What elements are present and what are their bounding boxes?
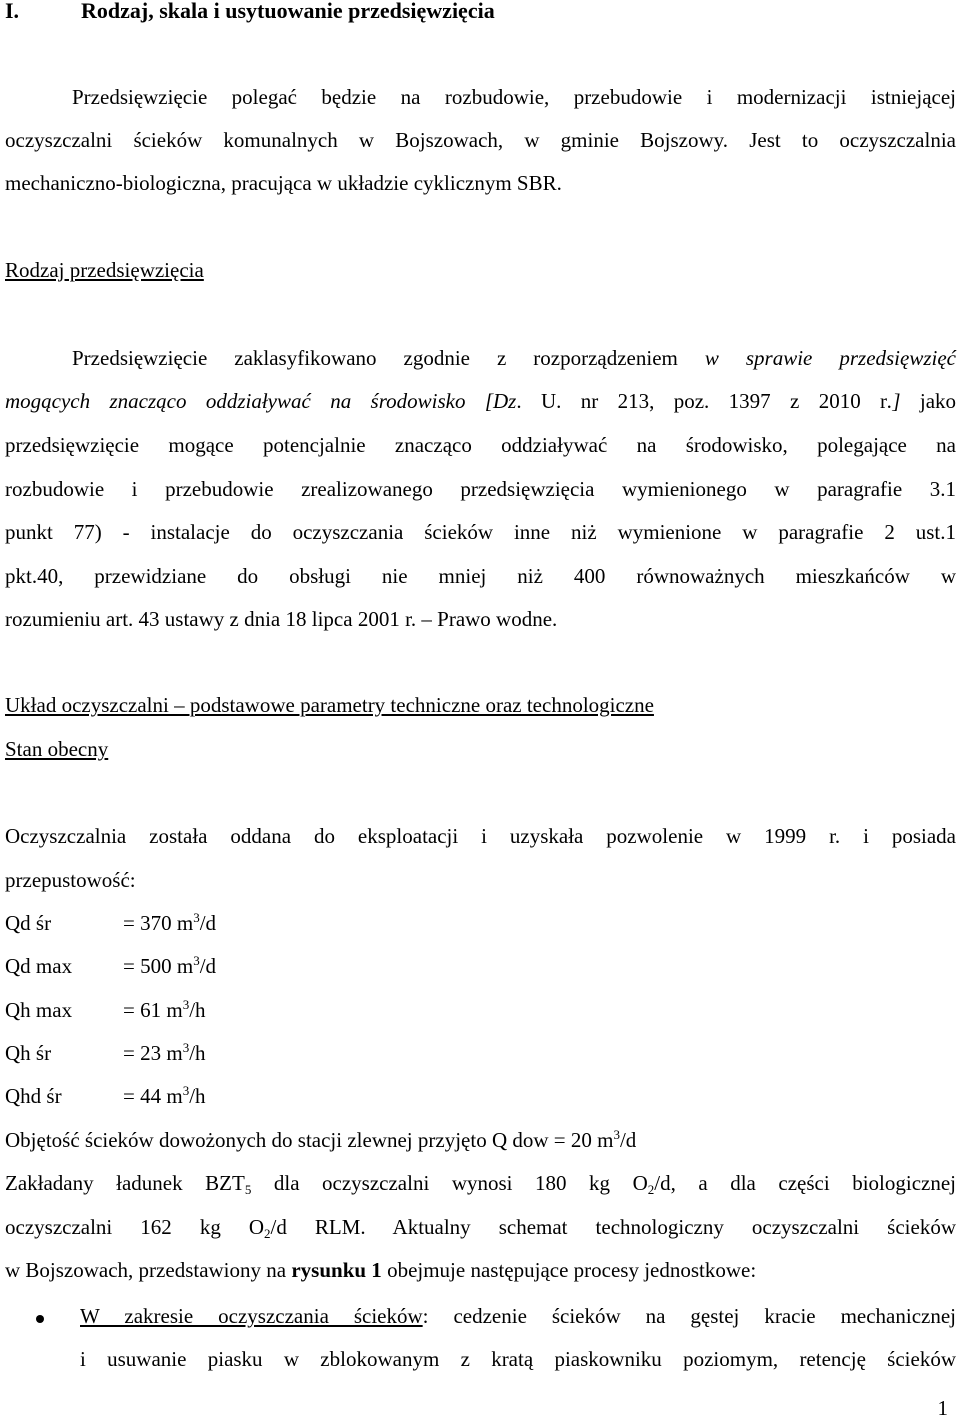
regulation-title-start: w sprawie przedsięwzięć bbox=[704, 346, 956, 370]
ladunek-text-7: obejmuje następujące procesy jednostkowe: bbox=[381, 1258, 757, 1282]
param-exponent: 3 bbox=[182, 1083, 190, 1098]
uklad-heading: Układ oczyszczalni – podstawowe parametry techniczne oraz technologiczne bbox=[5, 693, 654, 717]
intro-line-3: mechaniczno-biologiczna, pracująca w układzie cyklicznym SBR. bbox=[5, 171, 562, 195]
param-exponent: 3 bbox=[193, 953, 200, 968]
ladunek-text-1: Zakładany ładunek BZT bbox=[5, 1171, 245, 1195]
ladunek-text-5: /d RLM. Aktualny schemat technologiczny oczyszczalni ścieków bbox=[270, 1215, 956, 1239]
param-unit: /h bbox=[189, 998, 206, 1022]
ladunek-text-6: w Bojszowach, przedstawiony na bbox=[5, 1258, 292, 1282]
param-value: = 500 m bbox=[123, 954, 194, 978]
param-row bbox=[5, 1083, 206, 1109]
regulation-title-end: mogących znacząco oddziaływać na środowisko [Dz bbox=[5, 389, 517, 413]
param-unit: /d bbox=[199, 954, 217, 978]
rodzaj-line-5: punkt 77) - instalacje do oczyszczania ścieków inne niż wymienione w paragrafie 2 ust.1 bbox=[5, 520, 956, 544]
figure-reference: rysunku 1 bbox=[291, 1258, 382, 1282]
oxygen-subscript: 2 bbox=[264, 1226, 271, 1241]
rodzaj-line-1-text: Przedsięwzięcie zaklasyfikowano zgodnie z rozporządzeniem bbox=[72, 346, 705, 370]
objetosc-line bbox=[5, 1127, 956, 1153]
param-name: Qh śr bbox=[5, 1041, 52, 1065]
intro-line-2: oczyszczalni ścieków komunalnych w Bojszowach, w gminie Bojszowy. Jest to oczyszczalnia bbox=[5, 128, 956, 152]
objetosc-text: Objętość ścieków dowożonych do stacji zlewnej przyjęto Q dow = 20 m bbox=[5, 1128, 614, 1152]
rodzaj-line-3: przedsięwzięcie mogące potencjalnie znacząco oddziaływać na środowisko, polegające na bbox=[5, 433, 956, 457]
param-value: = 370 m bbox=[123, 911, 194, 935]
rodzaj-heading: Rodzaj przedsięwzięcia bbox=[5, 258, 204, 282]
ladunek-line-1 bbox=[5, 1170, 956, 1196]
rodzaj-line-7: rozumieniu art. 43 ustawy z dnia 18 lipca 2001 r. – Prawo wodne. bbox=[5, 607, 558, 631]
param-name: Qh max bbox=[5, 998, 73, 1022]
stan-obecny-heading: Stan obecny bbox=[5, 737, 109, 761]
param-unit: /h bbox=[189, 1041, 206, 1065]
section-title: Rodzaj, skala i usytuowanie przedsięwzięcia bbox=[81, 0, 495, 23]
section-heading bbox=[5, 0, 495, 24]
rodzaj-line-6: pkt.40, przewidziane do obsługi nie mniej niż 400 równoważnych mieszkańców w bbox=[5, 564, 956, 588]
param-exponent: 3 bbox=[193, 910, 200, 925]
oxygen-subscript: 2 bbox=[647, 1182, 655, 1197]
objetosc-exponent: 3 bbox=[613, 1127, 620, 1142]
param-exponent: 3 bbox=[182, 997, 190, 1012]
uklad-line-2: przepustowość: bbox=[5, 868, 136, 892]
param-value: = 44 m bbox=[123, 1084, 183, 1108]
bullet-text-1: : cedzenie ścieków na gęstej kracie mechanicznej bbox=[422, 1304, 956, 1328]
page-number: 1 bbox=[937, 1396, 948, 1420]
uklad-line-1: Oczyszczalnia została oddana do eksploatacji i uzyskała pozwolenie w 1999 r. i posiada bbox=[5, 824, 956, 848]
bullet-line-1 bbox=[80, 1303, 956, 1329]
param-value: = 61 m bbox=[123, 998, 183, 1022]
param-row bbox=[5, 997, 206, 1023]
param-row bbox=[5, 910, 216, 936]
intro-line-1: Przedsięwzięcie polegać będzie na rozbudowie, przebudowie i modernizacji istniejącej bbox=[72, 85, 956, 109]
param-unit: /h bbox=[189, 1084, 206, 1108]
param-name: Qhd śr bbox=[5, 1084, 62, 1108]
ladunek-text-3: /d, a dla części biologicznej bbox=[654, 1171, 957, 1195]
regulation-reference: . U. nr 213, poz. 1397 z 2010 r bbox=[516, 389, 888, 413]
param-unit: /d bbox=[199, 911, 217, 935]
bullet-icon bbox=[36, 1315, 44, 1323]
param-row bbox=[5, 1040, 206, 1066]
ladunek-text-2: dla oczyszczalni wynosi 180 kg O bbox=[251, 1171, 648, 1195]
objetosc-unit: /d bbox=[619, 1128, 637, 1152]
bzt-subscript: 5 bbox=[244, 1182, 252, 1197]
bullet-label: W zakresie oczyszczania ścieków bbox=[80, 1304, 423, 1328]
param-name: Qd śr bbox=[5, 911, 52, 935]
param-exponent: 3 bbox=[182, 1040, 190, 1055]
rodzaj-line-2-end: jako bbox=[900, 389, 957, 413]
ladunek-text-4: oczyszczalni 162 kg O bbox=[5, 1215, 265, 1239]
ladunek-line-2 bbox=[5, 1214, 956, 1240]
bullet-line-2: i usuwanie piasku w zblokowanym z kratą piaskowniku poziomym, retencję ścieków bbox=[80, 1347, 956, 1371]
rodzaj-line-1 bbox=[72, 345, 956, 371]
section-number: I. bbox=[5, 0, 20, 23]
rodzaj-line-2 bbox=[5, 388, 956, 414]
regulation-bracket: .] bbox=[887, 389, 901, 413]
param-row bbox=[5, 953, 216, 979]
param-name: Qd max bbox=[5, 954, 73, 978]
ladunek-line-3 bbox=[5, 1257, 956, 1283]
param-value: = 23 m bbox=[123, 1041, 183, 1065]
rodzaj-line-4: rozbudowie i przebudowie zrealizowanego przedsięwzięcia wymienionego w paragrafie 3.1 bbox=[5, 477, 956, 501]
